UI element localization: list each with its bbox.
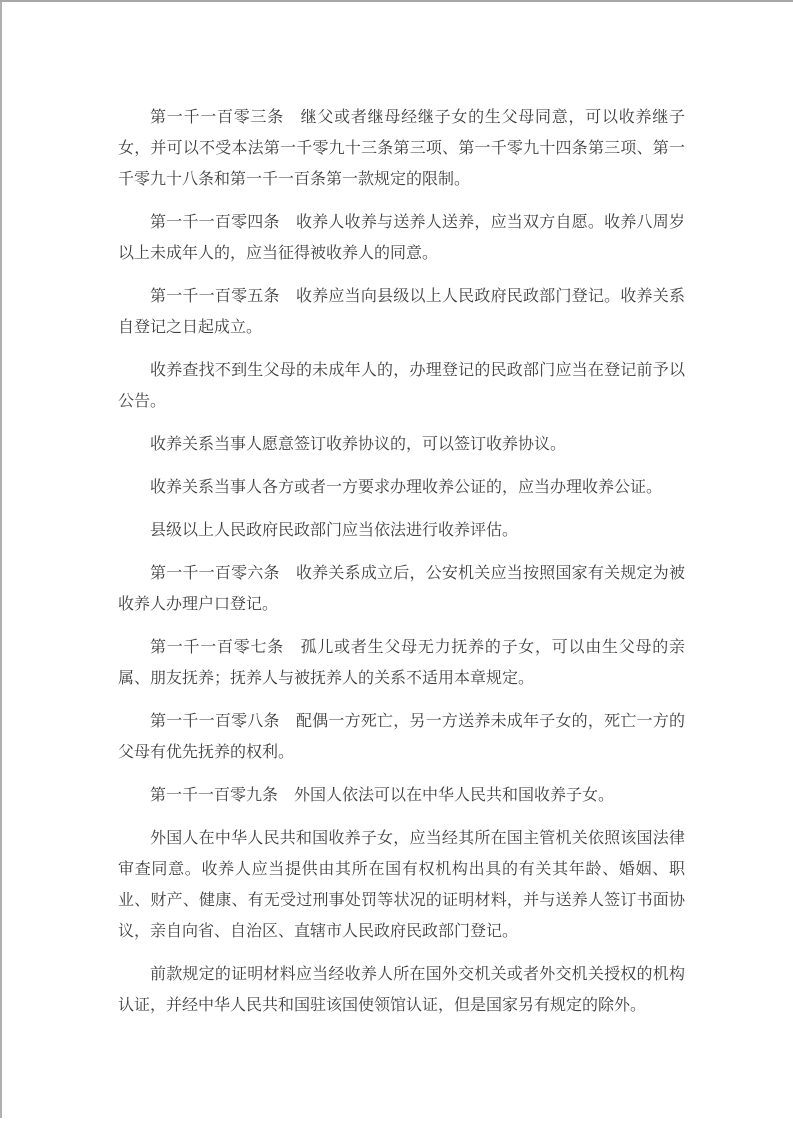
- law-paragraph-article-1105-clause-4: 收养关系当事人各方或者一方要求办理收养公证的，应当办理收养公证。: [150, 479, 663, 496]
- law-paragraph-article-1107: 第一千一百零七条 孤儿或者生父母无力抚养的子女，可以由生父母的亲属、朋友抚养；抚养人与被抚养人的关系不适用本章规定。: [118, 639, 685, 687]
- law-paragraph-article-1108: 第一千一百零八条 配偶一方死亡，另一方送养未成年子女的，死亡一方的父母有优先抚养的权利。: [118, 713, 685, 761]
- law-paragraph-article-1109-clause-3: 前款规定的证明材料应当经收养人所在国外交机关或者外交机关授权的机构认证，并经中华人民共和国驻该国使领馆认证，但是国家另有规定的除外。: [118, 966, 685, 1014]
- page-left-edge-line: [0, 2, 2, 1118]
- law-paragraph-article-1106: 第一千一百零六条 收养关系成立后，公安机关应当按照国家有关规定为被收养人办理户口登记。: [118, 565, 685, 613]
- law-paragraph-article-1109-clause-2: 外国人在中华人民共和国收养子女，应当经其所在国主管机关依照该国法律审查同意。收养人应当提供由其所在国有权机构出具的有关其年龄、婚姻、职业、财产、健康、有无受过刑事处罚等状况的证明材料，并与送养人签订书面协议，亲自向省、自治区、直辖市人民政府民政部门登记。: [118, 830, 685, 940]
- law-paragraph-article-1105: 第一千一百零五条 收养应当向县级以上人民政府民政部门登记。收养关系自登记之日起成立。: [118, 288, 685, 336]
- law-paragraph-article-1105-clause-2: 收养查找不到生父母的未成年人的，办理登记的民政部门应当在登记前予以公告。: [118, 362, 685, 410]
- law-paragraph-article-1103: 第一千一百零三条 继父或者继母经继子女的生父母同意，可以收养继子女，并可以不受本法第一千零九十三条第三项、第一千零九十四条第三项、第一千零九十八条和第一千一百条第一款规定的限制。: [118, 109, 685, 188]
- law-paragraph-article-1105-clause-3: 收养关系当事人愿意签订收养协议的，可以签订收养协议。: [150, 436, 567, 453]
- law-paragraph-article-1109: 第一千一百零九条 外国人依法可以在中华人民共和国收养子女。: [150, 787, 615, 804]
- law-paragraph-article-1104: 第一千一百零四条 收养人收养与送养人送养，应当双方自愿。收养八周岁以上未成年人的，应当征得被收养人的同意。: [118, 214, 685, 262]
- law-paragraph-article-1105-clause-5: 县级以上人民政府民政部门应当依法进行收养评估。: [150, 522, 519, 539]
- document-body: [0, 2, 793, 1021]
